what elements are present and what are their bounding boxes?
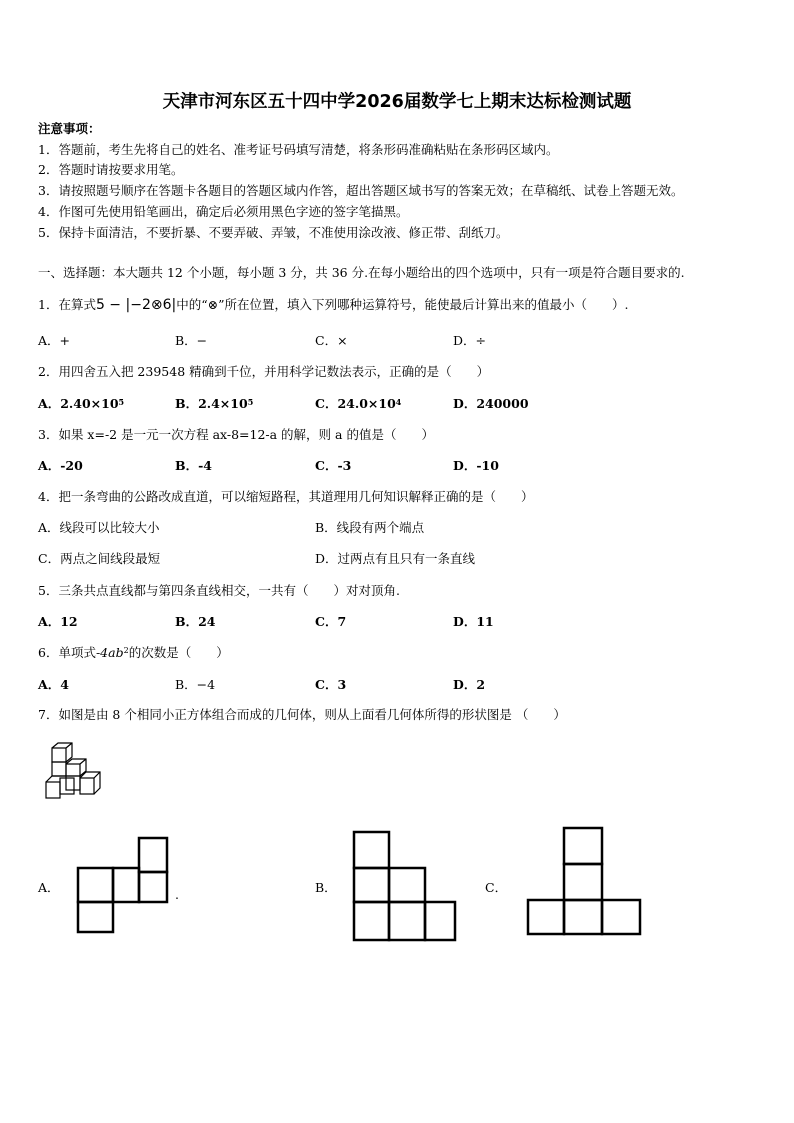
- cube-solid-figure: [42, 742, 112, 802]
- q6-exponent: 2: [123, 646, 129, 655]
- notice-item-2: 2．答题时请按要求用笔。: [38, 162, 184, 177]
- q2-b-exp: 5: [247, 397, 254, 407]
- q6-option-b: B．−4: [175, 677, 216, 692]
- q1-option-b: B．−: [175, 333, 208, 348]
- q1-option-c: C．×: [315, 333, 348, 348]
- question-6: [38, 645, 229, 661]
- q6-option-a: A．4: [38, 677, 69, 692]
- q7-option-a-figure: [76, 836, 172, 936]
- q5-option-b: B．24: [175, 614, 216, 629]
- question-2: 2．用四舍五入把 239548 精确到千位，并用科学记数法表示，正确的是（ ）: [38, 364, 490, 379]
- q2-option-b: [175, 396, 253, 412]
- q4-option-a: A．线段可以比较大小: [38, 520, 160, 535]
- q2-option-d: D．240000: [453, 396, 529, 411]
- page-title: 天津市河东区五十四中学2026届数学七上期末达标检测试题: [162, 92, 632, 112]
- q7-option-a-dot: .: [175, 887, 179, 902]
- q6-option-d: D．2: [453, 677, 486, 692]
- q2-a-base: A．2.40×10: [38, 396, 119, 411]
- q7-option-c-figure: [526, 826, 644, 938]
- q2-option-c: [315, 396, 401, 412]
- q7-option-c-label: C．: [485, 880, 508, 895]
- q1-post: 中的“⊗”所在位置，填入下列哪种运算符号，能使最后计算出来的值最小（ ）.: [176, 297, 629, 312]
- q4-option-d: D．过两点有且只有一条直线: [315, 551, 476, 566]
- q2-c-base: C．24.0×10: [315, 396, 396, 411]
- q7-option-b-figure: [352, 830, 458, 944]
- section-heading: 一、选择题：本大题共 12 个小题，每小题 3 分，共 36 分.在每小题给出的四个选项中，只有一项是符合题目要求的.: [38, 265, 685, 280]
- q1-expression: 5 − |−2⊗6|: [95, 297, 177, 313]
- q7-option-a-label: A．: [38, 880, 60, 895]
- q2-b-base: B．2.4×10: [175, 396, 248, 411]
- q6-monomial: -4ab: [95, 645, 124, 660]
- q1-pre: 1．在算式: [38, 297, 96, 312]
- q2-a-exp: 5: [118, 397, 125, 407]
- question-3: 3．如果 x=-2 是一元一次方程 ax-8=12-a 的解，则 a 的值是（ ）: [38, 427, 434, 442]
- q4-option-c: C．两点之间线段最短: [38, 551, 161, 566]
- q4-option-b: B．线段有两个端点: [315, 520, 425, 535]
- question-5: 5．三条共点直线都与第四条直线相交，一共有（ ）对对顶角.: [38, 583, 400, 598]
- q3-option-d: D．-10: [453, 458, 499, 473]
- notice-item-1: 1．答题前，考生先将自己的姓名、准考证号码填写清楚，将条形码准确粘贴在条形码区域内。: [38, 142, 559, 157]
- q2-option-a: [38, 396, 124, 412]
- question-1: [38, 297, 628, 313]
- q3-option-a: A．-20: [38, 458, 83, 473]
- q7-option-b-label: B．: [315, 880, 337, 895]
- q3-option-c: C．-3: [315, 458, 352, 473]
- q6-option-c: C．3: [315, 677, 347, 692]
- notice-item-3: 3．请按照题号顺序在答题卡各题目的答题区域内作答，超出答题区域书写的答案无效；在草稿纸、试卷上答题无效。: [38, 183, 684, 198]
- q5-option-a: A．12: [38, 614, 78, 629]
- q3-option-b: B．-4: [175, 458, 212, 473]
- notice-heading: 注意事项：: [38, 121, 101, 136]
- q5-option-c: C．7: [315, 614, 347, 629]
- q2-c-exp: 4: [395, 397, 402, 407]
- notice-item-4: 4．作图可先使用铅笔画出，确定后必须用黑色字迹的签字笔描黑。: [38, 204, 409, 219]
- question-4: 4．把一条弯曲的公路改成直道，可以缩短路程，其道理用几何知识解释正确的是（ ）: [38, 489, 534, 504]
- notice-item-5: 5．保持卡面清洁，不要折暴、不要弄破、弄皱，不准使用涂改液、修正带、刮纸刀。: [38, 225, 509, 240]
- q6-pre: 6．单项式: [38, 645, 96, 660]
- q1-option-a: A．+: [38, 333, 71, 348]
- q1-option-d: D．÷: [453, 333, 486, 348]
- question-7: 7．如图是由 8 个相同小正方体组合而成的几何体，则从上面看几何体所得的形状图是 （ ）: [38, 707, 566, 722]
- q6-post: 的次数是（ ）: [128, 645, 229, 660]
- q5-option-d: D．11: [453, 614, 494, 629]
